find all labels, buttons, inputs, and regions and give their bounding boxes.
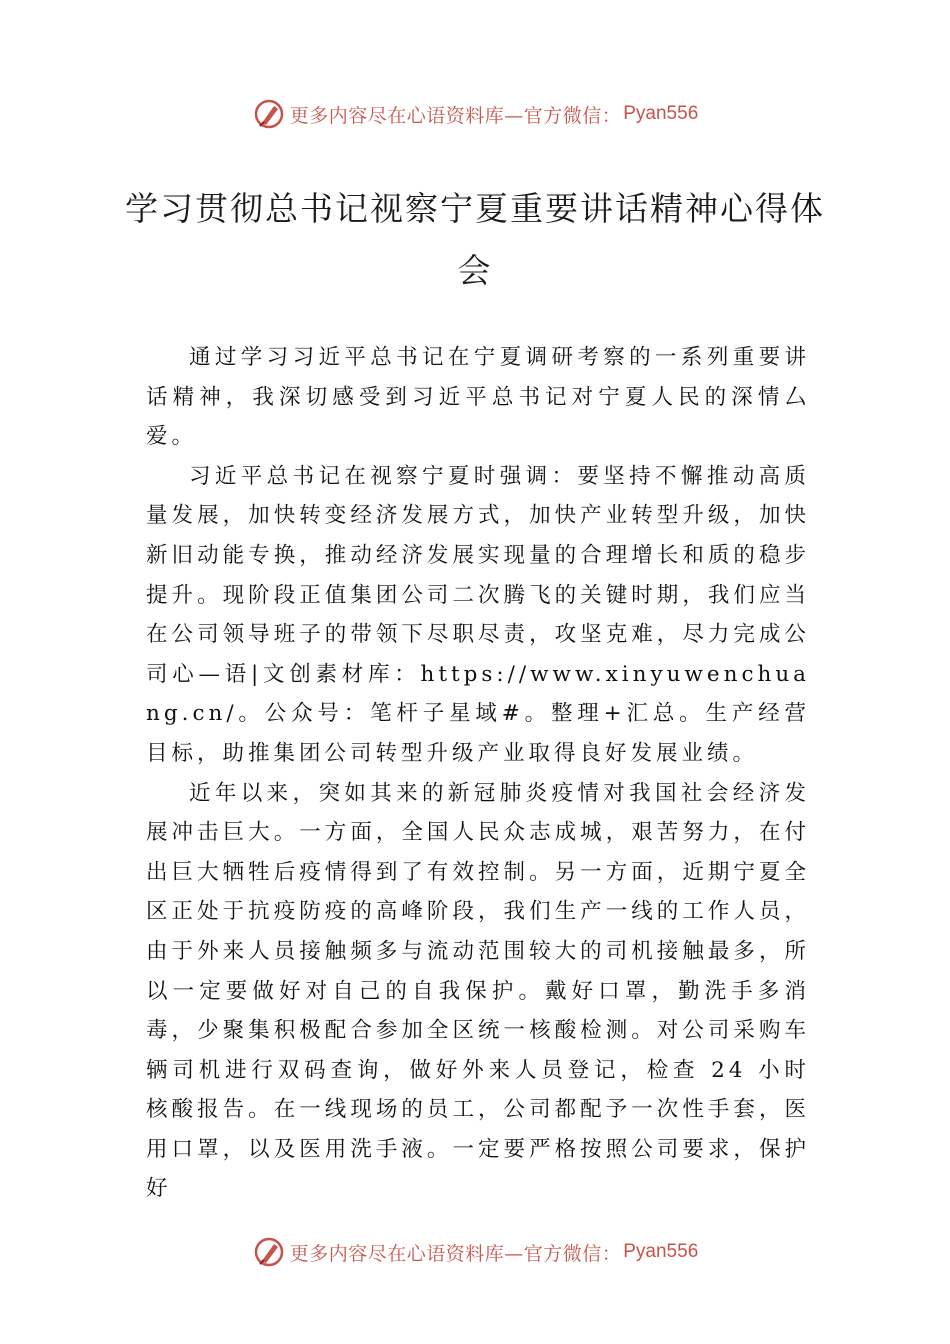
document-title: 学习贯彻总书记视察宁夏重要讲话精神心得体会 — [125, 189, 825, 290]
watermark-wechat-id: Pyan556 — [623, 1241, 699, 1262]
watermark-text: 更多内容尽在心语资料库—官方微信： — [289, 104, 622, 127]
footer-watermark — [0, 1232, 950, 1272]
paragraph: 近年以来，突如其来的新冠肺炎疫情对我国社会经济发展冲击巨大。一方面，全国人民众志成城，艰苦努力，在付出巨大牺牲后疫情得到了有效控制。另一方面，近期宁夏全区正处于抗疫防疫的高峰阶段，我们生产一线的工作人员，由于外来人员接触频多与流动范围较大的司机接触最多，所以一定要做好对自己的自我保护。戴好口罩，勤洗手多消毒，少聚集积极配合参加全区统一核酸检测。对公司采购车辆司机进行双码查询，做好外来人员登记，检查 24 小时核酸报告。在一线现场的员工，公司都配予一次性手套，医用口罩，以及医用洗手液。一定要严格按照公司要求，保护好 — [146, 780, 810, 1202]
watermark-wechat-id: Pyan556 — [623, 103, 699, 124]
paragraph: 习近平总书记在视察宁夏时强调：要坚持不懈推动高质量发展，加快转变经济发展方式，加快产业转型升级，加快新旧动能专换，推动经济发展实现量的合理增长和质的稳步提升。现阶段正值集团公司二次腾飞的关键时期，我们应当在公司领导班子的带领下尽职尽责，攻坚克难，尽力完成公司心—语|文创素材库：https://www.xinyuwenchuang.cn/。公众号：笔杆子星域#。整理+汇总。生产经营目标，助推集团公司转型升级产业取得良好发展业绩。 — [146, 463, 810, 766]
pen-nib-logo-icon — [252, 1235, 286, 1269]
document-body — [146, 338, 810, 1209]
paragraph: 通过学习习近平总书记在宁夏调研考察的一系列重要讲话精神，我深切感受到习近平总书记对宁夏人民的深情厶爱。 — [146, 345, 810, 450]
pen-nib-logo-icon — [252, 97, 286, 131]
header-watermark — [0, 94, 950, 134]
watermark-text: 更多内容尽在心语资料库—官方微信： — [289, 1242, 622, 1265]
